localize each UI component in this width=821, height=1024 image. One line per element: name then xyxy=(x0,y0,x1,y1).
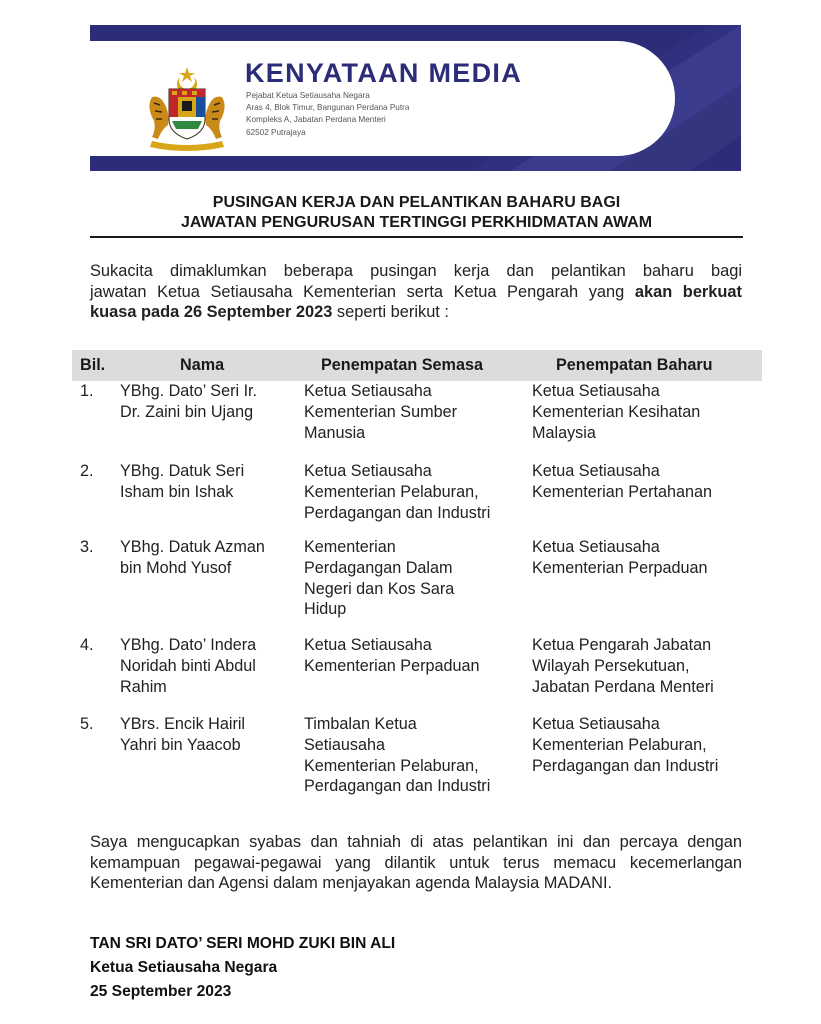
table-header-row xyxy=(72,350,762,381)
cell-nama-line: Dr. Zaini bin Ujang xyxy=(120,402,254,421)
address-line: Pejabat Ketua Setiausaha Negara xyxy=(246,91,370,100)
signatory-name: TAN SRI DATO’ SERI MOHD ZUKI BIN ALI xyxy=(90,935,396,952)
heading-line-2: JAWATAN PENGURUSAN TERTINGGI PERKHIDMATAN AWAM xyxy=(180,214,653,231)
heading-underline xyxy=(90,236,743,238)
cell-penempatan-baharu-line: Kementerian Kesihatan xyxy=(532,402,701,421)
table-row xyxy=(72,537,762,620)
intro-line-1: Sukacita dimaklumkan beberapa pusingan kerja dan pelantikan baharu bagi xyxy=(90,262,742,280)
cell-penempatan-semasa xyxy=(304,537,532,620)
banner-title: KENYATAAN MEDIA xyxy=(245,58,523,88)
signatory-title: Ketua Setiausaha Negara xyxy=(90,959,278,976)
closing-line-2: kemampuan pegawai-pegawai yang dilantik untuk terus memacu kecemerlangan xyxy=(90,853,742,872)
malaysia-coat-of-arms-icon xyxy=(142,65,232,155)
cell-penempatan-semasa-line: Perdagangan dan Industri xyxy=(304,777,491,796)
table-row xyxy=(72,714,762,797)
cell-bil: 4. xyxy=(80,636,94,654)
address-line: Kompleks A, Jabatan Perdana Menteri xyxy=(246,115,386,125)
signature-block xyxy=(90,932,395,1004)
cell-penempatan-baharu-line: Perdagangan dan Industri xyxy=(532,756,719,775)
intro-text: jawatan Ketua Setiausaha Kementerian serta Ketua Pengarah yang xyxy=(90,282,635,301)
cell-penempatan-semasa xyxy=(304,461,532,523)
table-row xyxy=(72,635,762,697)
cell-penempatan-semasa-line: Perdagangan Dalam xyxy=(304,558,453,577)
cell-nama xyxy=(120,461,300,503)
cell-nama xyxy=(120,635,300,697)
cell-penempatan-baharu xyxy=(532,635,762,697)
cell-penempatan-semasa-line: Setiausaha xyxy=(304,735,386,754)
header-nama: Nama xyxy=(180,356,225,374)
cell-penempatan-baharu xyxy=(532,714,762,776)
cell-penempatan-baharu-line: Kementerian Perpaduan xyxy=(532,558,708,577)
cell-penempatan-baharu xyxy=(532,461,762,503)
header-penempatan-semasa: Penempatan Semasa xyxy=(321,356,483,374)
cell-nama-line: Isham bin Ishak xyxy=(120,482,234,501)
cell-penempatan-semasa xyxy=(304,635,532,677)
intro-text: seperti berikut : xyxy=(332,303,449,321)
cell-nama-line: YBhg. Dato’ Indera xyxy=(120,636,257,654)
cell-nama xyxy=(120,537,300,579)
document-heading xyxy=(90,193,743,233)
intro-line-3 xyxy=(90,302,742,323)
cell-penempatan-baharu-line: Ketua Pengarah Jabatan xyxy=(532,636,712,654)
cell-penempatan-semasa-line: Kementerian Pelaburan, xyxy=(304,756,479,775)
cell-penempatan-semasa-line: Ketua Setiausaha xyxy=(304,462,432,480)
closing-line-3: Kementerian dan Agensi dalam menjayakan agenda Malaysia MADANI. xyxy=(90,874,613,892)
cell-penempatan-baharu-line: Jabatan Perdana Menteri xyxy=(532,677,714,696)
statement-date: 25 September 2023 xyxy=(90,983,232,1000)
cell-nama-line: YBhg. Datuk Seri xyxy=(120,462,245,480)
cell-penempatan-semasa xyxy=(304,714,532,797)
appointments-table xyxy=(72,350,762,796)
cell-penempatan-semasa-line: Manusia xyxy=(304,423,366,442)
cell-penempatan-baharu-line: Ketua Setiausaha xyxy=(532,462,660,480)
closing-line-1: Saya mengucapkan syabas dan tahniah di atas pelantikan ini dan percaya dengan xyxy=(90,833,742,851)
intro-line-2 xyxy=(90,282,742,303)
cell-bil: 2. xyxy=(80,462,94,480)
cell-penempatan-baharu-line: Kementerian Pertahanan xyxy=(532,482,712,501)
table-row xyxy=(72,461,762,523)
cell-bil: 3. xyxy=(80,538,94,556)
cell-penempatan-semasa-line: Perdagangan dan Industri xyxy=(304,503,491,522)
cell-penempatan-semasa-line: Negeri dan Kos Sara xyxy=(304,579,455,598)
cell-penempatan-semasa-line: Kementerian Sumber xyxy=(304,402,457,421)
cell-penempatan-semasa-line: Ketua Setiausaha xyxy=(304,636,432,654)
header-penempatan-baharu: Penempatan Baharu xyxy=(556,356,713,374)
cell-nama-line: YBhg. Datuk Azman xyxy=(120,538,265,556)
cell-penempatan-semasa-line: Kementerian Perpaduan xyxy=(304,656,480,675)
cell-bil: 5. xyxy=(80,715,94,733)
intro-bold-text: akan berkuat xyxy=(634,282,743,301)
office-address xyxy=(246,90,506,139)
cell-nama xyxy=(120,381,300,423)
cell-nama xyxy=(120,714,300,756)
cell-nama-line: YBhg. Dato’ Seri Ir. xyxy=(120,382,258,400)
cell-penempatan-baharu xyxy=(532,537,762,579)
cell-penempatan-baharu-line: Malaysia xyxy=(532,423,596,442)
cell-penempatan-semasa-line: Kementerian xyxy=(304,538,396,556)
cell-penempatan-semasa xyxy=(304,381,532,443)
media-statement-banner xyxy=(90,25,741,171)
cell-bil: 1. xyxy=(80,382,94,400)
header-bil: Bil. xyxy=(80,356,106,374)
cell-nama-line: Rahim xyxy=(120,677,167,696)
cell-penempatan-semasa-line: Hidup xyxy=(304,600,347,619)
heading-line-1: PUSINGAN KERJA DAN PELANTIKAN BAHARU BAGI xyxy=(212,194,621,211)
cell-nama-line: Yahri bin Yaacob xyxy=(120,735,241,754)
intro-paragraph xyxy=(90,261,742,323)
cell-penempatan-baharu-line: Wilayah Persekutuan, xyxy=(532,656,690,675)
cell-penempatan-semasa-line: Ketua Setiausaha xyxy=(304,382,432,400)
cell-nama-line: YBrs. Encik Hairil xyxy=(120,715,246,733)
closing-paragraph xyxy=(90,832,742,894)
cell-penempatan-baharu-line: Ketua Setiausaha xyxy=(532,538,660,556)
cell-penempatan-baharu xyxy=(532,381,762,443)
effective-date-text: kuasa pada 26 September 2023 xyxy=(90,303,333,321)
cell-nama-line: bin Mohd Yusof xyxy=(120,558,232,577)
cell-penempatan-semasa-line: Kementerian Pelaburan, xyxy=(304,482,479,501)
cell-penempatan-baharu-line: Ketua Setiausaha xyxy=(532,715,660,733)
address-line: 62502 Putrajaya xyxy=(246,127,306,137)
table-row xyxy=(72,381,762,443)
cell-nama-line: Noridah binti Abdul xyxy=(120,656,256,675)
cell-penempatan-baharu-line: Ketua Setiausaha xyxy=(532,382,660,400)
address-line: Aras 4, Blok Timur, Bangunan Perdana Putra xyxy=(246,103,410,113)
cell-penempatan-baharu-line: Kementerian Pelaburan, xyxy=(532,735,707,754)
cell-penempatan-semasa-line: Timbalan Ketua xyxy=(304,715,417,733)
